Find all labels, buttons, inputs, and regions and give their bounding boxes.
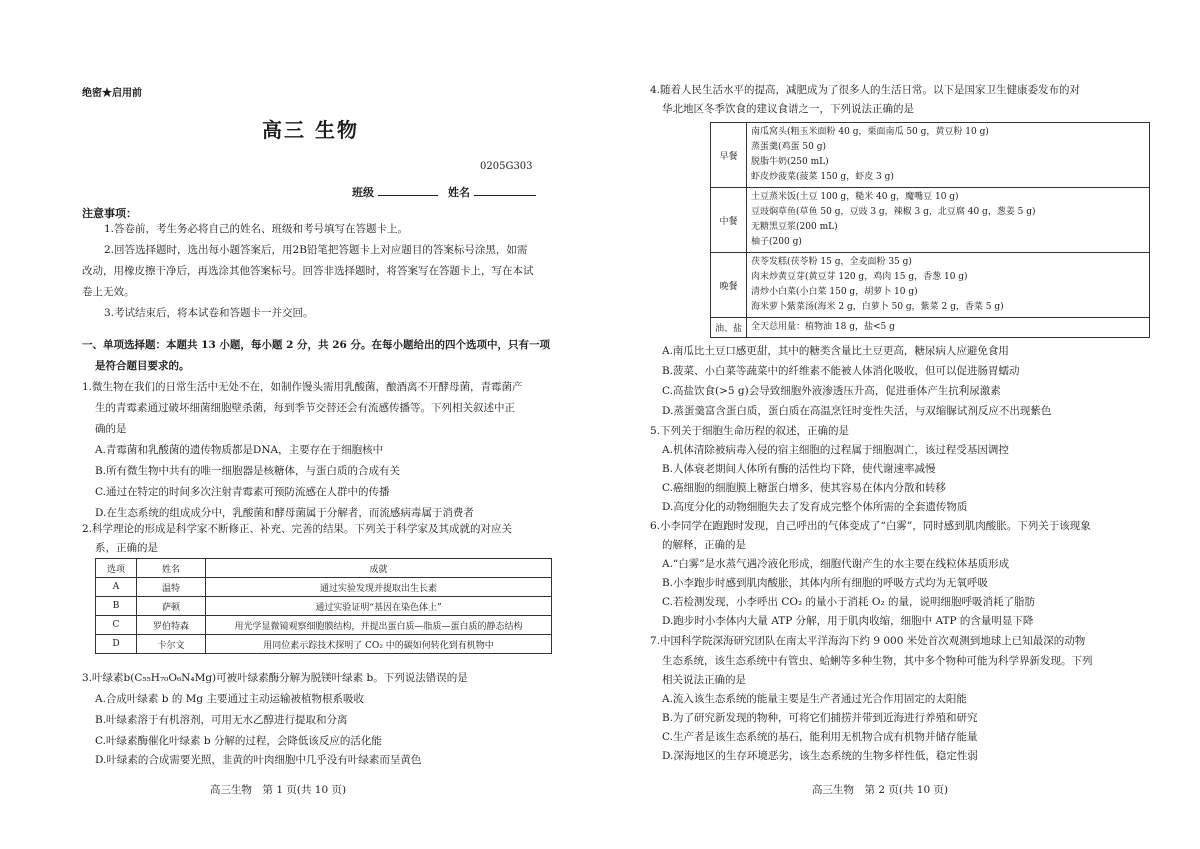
table-cell: B	[96, 597, 137, 616]
food-cell	[747, 188, 1150, 253]
table-header-cell: 成就	[206, 559, 552, 578]
question-6-option: B.小李跑步时感到肌肉酸胀，其体内所有细胞的呼吸方式均为无氧呼吸	[662, 577, 989, 589]
food-item: 脱脂牛奶(250 mL)	[751, 157, 829, 167]
question-7-option: B.为了研究新发现的物种，可将它们捕捞并带到近海进行养殖和研究	[662, 712, 978, 724]
notice-line: 卷上无效。	[82, 286, 135, 298]
food-item: 虾皮炒菠菜(菠菜 150 g，虾皮 3 g)	[751, 172, 894, 182]
question-5-option: B.人体衰老期间人体所有酶的活性均下降，使代谢速率减慢	[662, 463, 936, 475]
table-row	[96, 597, 552, 616]
question-1-option: B.所有微生物中共有的唯一细胞器是核糖体，与蛋白质的合成有关	[95, 465, 401, 477]
name-blank	[474, 185, 536, 196]
question-7-option: A.流入该生态系统的能量主要是生产者通过光合作用固定的太阳能	[662, 693, 967, 705]
question-1-option: A.青霉菌和乳酸菌的遗传物质都是DNA，主要存在于细胞核中	[95, 444, 384, 456]
question-7-option: D.深海地区的生存环境恶劣，该生态系统的生物多样性低，稳定性弱	[662, 750, 978, 762]
section-header: 一、单项选择题：本题共 13 小题，每小题 2 分，共 26 分。在每小题给出的四个选项中，只有一项	[82, 339, 550, 351]
page-2	[600, 0, 1200, 849]
question-5-option: D.高度分化的动物细胞失去了发育成完整个体所需的全套遗传物质	[662, 501, 968, 513]
question-5-option: A.机体清除被病毒入侵的宿主细胞的过程属于细胞凋亡，该过程受基因调控	[662, 444, 1009, 456]
table-cell: 罗伯特森	[137, 616, 206, 635]
table-cell: 用同位素示踪技术探明了 CO₂ 中的碳如何转化到有机物中	[206, 635, 552, 654]
class-name-line	[352, 184, 536, 200]
table-row	[711, 253, 1150, 318]
question-7-line: 7.中国科学院深海研究团队在南太平洋海沟下约 9 000 米处首次观测到地球上已知最深的动物	[650, 635, 1086, 647]
table-row	[711, 318, 1150, 338]
meal-cell: 中餐	[711, 188, 747, 253]
food-item: 无糖黑豆浆(200 mL)	[751, 222, 838, 232]
question-2-line: 2.科学理论的形成是科学家不断修正、补充、完善的结果。下列关于科学家及其成就的对应关	[82, 523, 513, 535]
table-cell: C	[96, 616, 137, 635]
question-6-option: D.跑步时小李体内大量 ATP 分解，用于肌肉收缩，细胞中 ATP 的含量明显下降	[662, 615, 1034, 627]
table-cell: 用光学显微镜观察细胞膜结构，并提出蛋白质—脂质—蛋白质的静态结构	[206, 616, 552, 635]
question-5-option: C.癌细胞的细胞膜上糖蛋白增多，使其容易在体内分散和转移	[662, 482, 946, 494]
food-item: 蒸蛋羹(鸡蛋 50 g)	[751, 142, 826, 152]
question-5-line: 5.下列关于细胞生命历程的叙述，正确的是	[650, 425, 850, 437]
question-4-option: D.蒸蛋羹富含蛋白质，蛋白质在高温烹饪时变性失活，与双缩脲试剂反应不出现紫色	[662, 405, 1052, 417]
diet-table	[710, 122, 1150, 338]
notice-line: 改动，用橡皮擦干净后，再选涂其他答案标号。回答非选择题时，将答案写在答题卡上，写在本试	[82, 265, 534, 277]
question-4-line: 华北地区冬季饮食的建议食谱之一，下列说法正确的是	[662, 103, 914, 115]
food-item: 清炒小白菜(小白菜 150 g，胡萝卜 10 g)	[751, 287, 918, 297]
notice-line: 2.回答选择题时，选出每小题答案后，用2B铅笔把答题卡上对应题目的答案标号涂黑，如需	[104, 244, 528, 256]
table-cell: 萨顿	[137, 597, 206, 616]
question-7-line: 相关说法正确的是	[662, 674, 746, 686]
food-item: 肉末炒黄豆芽(黄豆芽 120 g，鸡肉 15 g，香葱 10 g)	[751, 272, 968, 282]
scientist-table	[95, 558, 552, 654]
notice-line: 3.考试结束后，将本试卷和答题卡一并交回。	[104, 307, 314, 319]
meal-cell: 油、盐	[711, 318, 747, 338]
food-item: 茯苓发糕(茯苓粉 15 g，全麦面粉 35 g)	[751, 257, 912, 267]
table-cell: 通过实验发现并提取出生长素	[206, 578, 552, 597]
exam-code: 0205G303	[480, 161, 533, 172]
question-3-option: A.合成叶绿素 b 的 Mg 主要通过主动运输被植物根系吸收	[95, 693, 364, 705]
table-cell: 通过实验证明“基因在染色体上”	[206, 597, 552, 616]
question-1-line: 1.微生物在我们的日常生活中无处不在，如制作馒头需用乳酸菌，酿酒离不开酵母菌，青霉菌产	[82, 381, 523, 393]
question-1-option: D.在生态系统的组成成分中，乳酸菌和酵母菌属于分解者，而流感病毒属于消费者	[95, 507, 474, 519]
table-header-cell: 选项	[96, 559, 137, 578]
question-1-line: 生的青霉素通过破坏细菌细胞壁杀菌，每到季节交替还会有流感传播等。下列相关叙述中正	[95, 402, 515, 414]
confidential-label: 绝密★启用前	[82, 88, 142, 99]
class-blank	[378, 185, 438, 196]
food-cell	[747, 123, 1150, 188]
question-4-option: A.南瓜比土豆口感更甜，其中的糖类含量比土豆更高，糖尿病人应避免食用	[662, 345, 1009, 357]
food-item: 海米萝卜紫菜汤(海米 2 g，白萝卜 50 g，紫菜 2 g，香菜 5 g)	[751, 302, 1004, 312]
question-1-option: C.通过在特定的时间多次注射青霉素可预防流感在人群中的传播	[95, 486, 390, 498]
question-1-line: 确的是	[95, 423, 127, 435]
question-3-option: D.叶绿素的合成需要光照，韭黄的叶肉细胞中几乎没有叶绿素而呈黄色	[95, 754, 422, 766]
food-item: 土豆蒸米饭(土豆 100 g，糙米 40 g，魔嘴豆 10 g)	[751, 192, 959, 202]
table-row	[711, 123, 1150, 188]
food-cell	[747, 253, 1150, 318]
table-row	[96, 578, 552, 597]
table-header-cell: 姓名	[137, 559, 206, 578]
question-3-option: C.叶绿素酶催化叶绿素 b 分解的过程，会降低该反应的活化能	[95, 735, 382, 747]
page-footer: 高三生物 第 2 页(共 10 页)	[812, 784, 949, 796]
meal-cell: 早餐	[711, 123, 747, 188]
food-item: 全天总用量：植物油 18 g，盐<5 g	[751, 322, 895, 332]
table-cell: A	[96, 578, 137, 597]
exam-title: 高三 生物	[262, 118, 359, 142]
question-2-line: 系，正确的是	[95, 542, 158, 554]
page-footer: 高三生物 第 1 页(共 10 页)	[210, 784, 347, 796]
food-item: 南瓜窝头(粗玉米面粉 40 g，栗面南瓜 50 g，黄豆粉 10 g)	[751, 127, 989, 137]
question-7-option: C.生产者是该生态系统的基石，能利用无机物合成有机物并储存能量	[662, 731, 978, 743]
question-3-line: 3.叶绿素b(C₅₅H₇₀O₆N₄Mg)可被叶绿素酶分解为脱镁叶绿素 b。下列说法错误的是	[82, 672, 468, 684]
question-4-option: B.菠菜、小白菜等蔬菜中的纤维素不能被人体消化吸收，但可以促进肠胃蠕动	[662, 365, 1020, 377]
question-4-line: 4.随着人民生活水平的提高，减肥成为了很多人的生活日常。以下是国家卫生健康委发布的对	[650, 84, 1081, 96]
question-3-option: B.叶绿素溶于有机溶剂，可用无水乙醇进行提取和分离	[95, 714, 348, 726]
name-label: 姓名	[448, 186, 470, 199]
notice-title: 注意事项：	[82, 207, 137, 220]
food-item: 柚子(200 g)	[751, 237, 802, 247]
question-6-option: A.“白雾”是水蒸气遇冷液化形成，细胞代谢产生的水主要在线粒体基质形成	[662, 558, 1010, 570]
class-label: 班级	[352, 186, 374, 199]
notice-line: 1.答卷前，考生务必将自己的姓名、班级和考号填写在答题卡上。	[104, 223, 409, 235]
table-cell: D	[96, 635, 137, 654]
table-row	[711, 188, 1150, 253]
table-header-row	[96, 559, 552, 578]
food-cell	[747, 318, 1150, 338]
question-7-line: 生态系统，该生态系统中有管虫、蛤蜊等多种生物，其中多个物种可能为科学界新发现。下列	[662, 655, 1093, 667]
question-6-option: C.若检测发现，小李呼出 CO₂ 的量小于消耗 O₂ 的量，说明细胞呼吸消耗了脂肪	[662, 596, 1036, 608]
question-6-line: 6.小李同学在跑跑时发现，自己呼出的气体变成了“白雾”，同时感到肌肉酸胀。下列关于该现象	[650, 520, 1091, 532]
question-6-line: 的解释，正确的是	[662, 539, 746, 551]
meal-cell: 晚餐	[711, 253, 747, 318]
food-item: 豆豉焖草鱼(草鱼 50 g，豆豉 3 g，辣椒 3 g，北豆腐 40 g，葱姜 5 g)	[751, 207, 1036, 217]
question-4-option: C.高盐饮食(>5 g)会导致细胞外液渗透压升高，促进垂体产生抗利尿激素	[662, 385, 1001, 397]
table-cell: 卡尔文	[137, 635, 206, 654]
table-cell: 温特	[137, 578, 206, 597]
table-row	[96, 635, 552, 654]
section-header: 是符合题目要求的。	[95, 360, 190, 372]
table-row	[96, 616, 552, 635]
